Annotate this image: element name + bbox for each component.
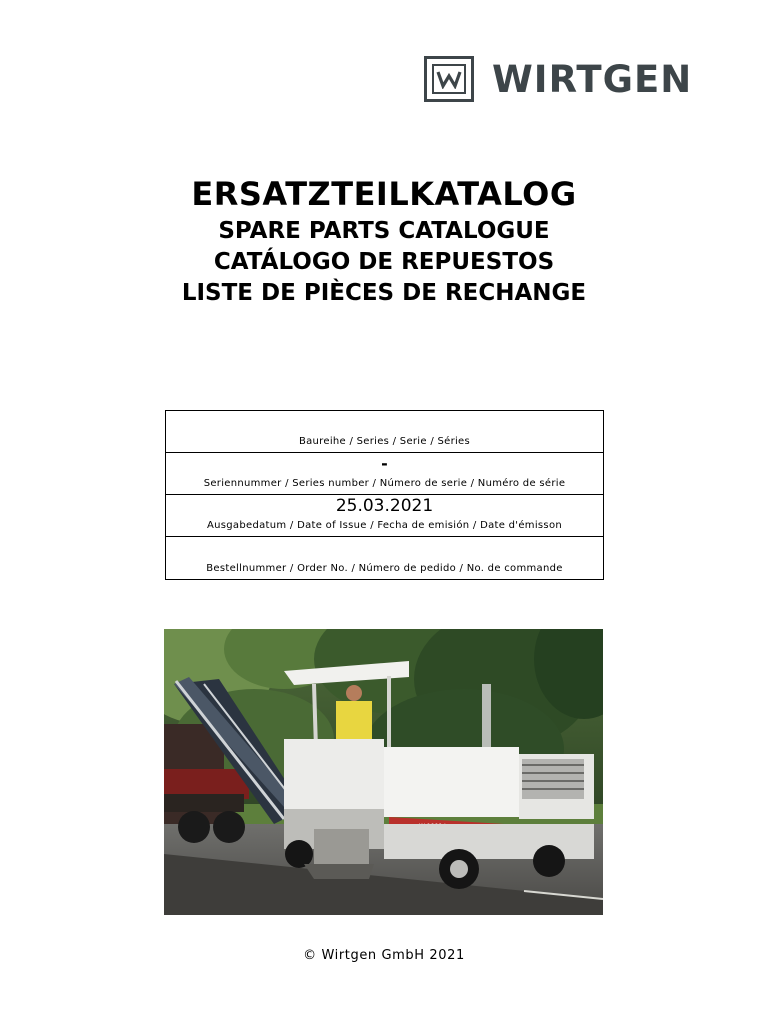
date-of-issue-label: Ausgabedatum / Date of Issue / Fecha de emisión / Date d'émisson: [207, 520, 562, 531]
series-label: Baureihe / Series / Serie / Séries: [298, 436, 471, 447]
title-spanish: CATÁLOGO DE REPUESTOS: [213, 249, 555, 275]
serial-number-value: -: [381, 454, 388, 473]
brand-name: WIRTGEN: [492, 57, 693, 101]
title-english: SPARE PARTS CATALOGUE: [218, 218, 550, 244]
title-french: LISTE DE PIÈCES DE RECHANGE: [181, 280, 587, 306]
title-block: [0, 172, 768, 309]
date-of-issue-row: [166, 495, 603, 537]
series-row: [166, 411, 603, 453]
milling-machine-photo: [164, 629, 603, 915]
wirtgen-logo-mark: [424, 56, 474, 102]
order-no-label: Bestellnummer / Order No. / Número de pedido / No. de commande: [206, 563, 563, 574]
cold-milling-machine-image: [164, 629, 603, 915]
catalogue-info-table: [165, 410, 604, 580]
order-no-row: [166, 537, 603, 579]
wirtgen-logo: [424, 54, 692, 104]
serial-number-label: Seriennummer / Series number / Número de serie / Numéro de série: [203, 478, 566, 489]
serial-number-row: [166, 453, 603, 495]
copyright-footer: © Wirtgen GmbH 2021: [303, 948, 465, 963]
date-of-issue-value: 25.03.2021: [335, 496, 434, 516]
w-letter-icon: [436, 69, 462, 89]
title-german: ERSATZTEILKATALOG: [191, 175, 577, 213]
